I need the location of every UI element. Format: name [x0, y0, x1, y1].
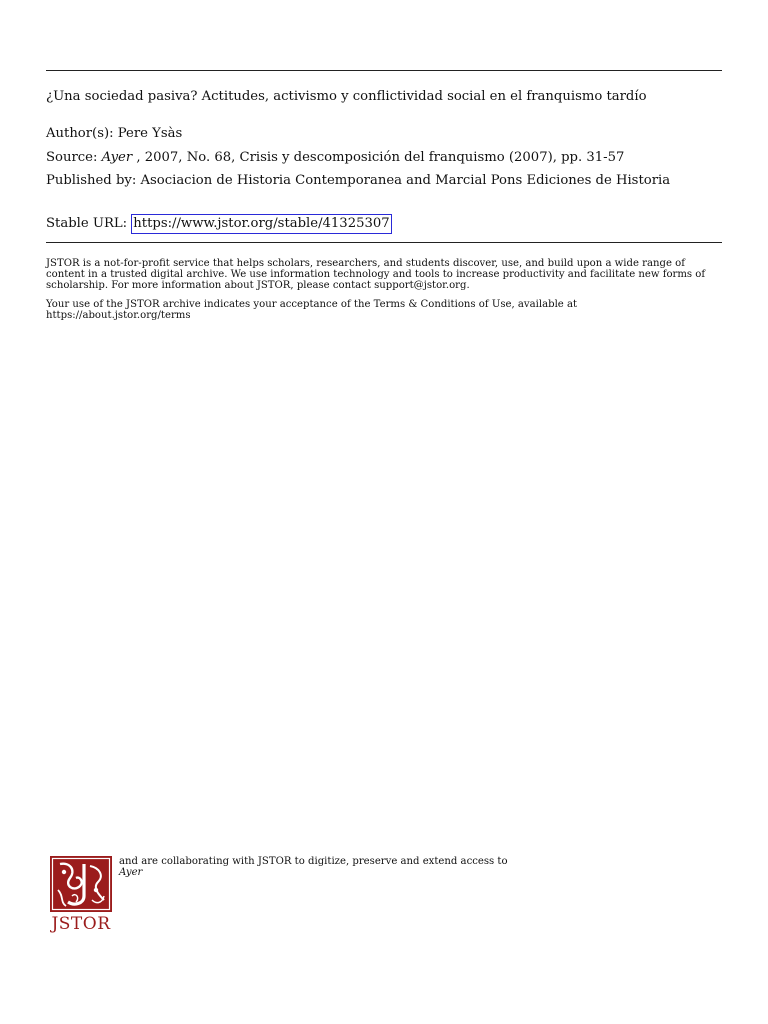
source-details: , 2007, No. 68, Crisis y descomposición del franquismo (2007), pp. 31-57	[132, 150, 625, 165]
publisher-label: Published by:	[46, 173, 141, 188]
collaboration-journal: Ayer	[119, 867, 143, 878]
jstor-wordmark: JSTOR	[51, 914, 111, 934]
stable-url-line	[46, 214, 722, 234]
authors-value: Pere Ysàs	[117, 126, 183, 141]
source-label: Source:	[46, 150, 102, 165]
middle-divider	[46, 242, 722, 243]
source-journal: Ayer	[101, 150, 133, 165]
stable-url-label: Stable URL:	[46, 216, 132, 231]
collaboration-text: and are collaborating with JSTOR to digitize, preserve and extend access to	[119, 856, 508, 867]
source-line	[46, 151, 722, 165]
stable-url-link[interactable]: https://www.jstor.org/stable/41325307	[131, 214, 391, 234]
top-divider	[46, 70, 722, 71]
authors-label: Author(s):	[46, 126, 118, 141]
article-title: ¿Una sociedad pasiva? Actitudes, activismo y conflictividad social en el franquismo tardío	[46, 89, 647, 104]
jstor-logo	[50, 856, 112, 934]
jstor-service-notice: JSTOR is a not-for-profit service that helps scholars, researchers, and students discover, use, and build upon a wide range of content in a trusted digital archive. We use information technology and tools to increase productivity and facilitate new forms of scholarship. For more information about JSTOR, please contact support@jstor.org.	[46, 258, 706, 291]
publisher-value: Asociacion de Historia Contemporanea and Marcial Pons Ediciones de Historia	[140, 173, 671, 188]
terms-notice: Your use of the JSTOR archive indicates your acceptance of the Terms & Conditions of Use, available at https://about.jstor.org/terms	[46, 299, 578, 321]
publisher-line	[46, 174, 722, 188]
authors-line	[46, 127, 722, 141]
jstor-seal-icon	[50, 856, 112, 912]
